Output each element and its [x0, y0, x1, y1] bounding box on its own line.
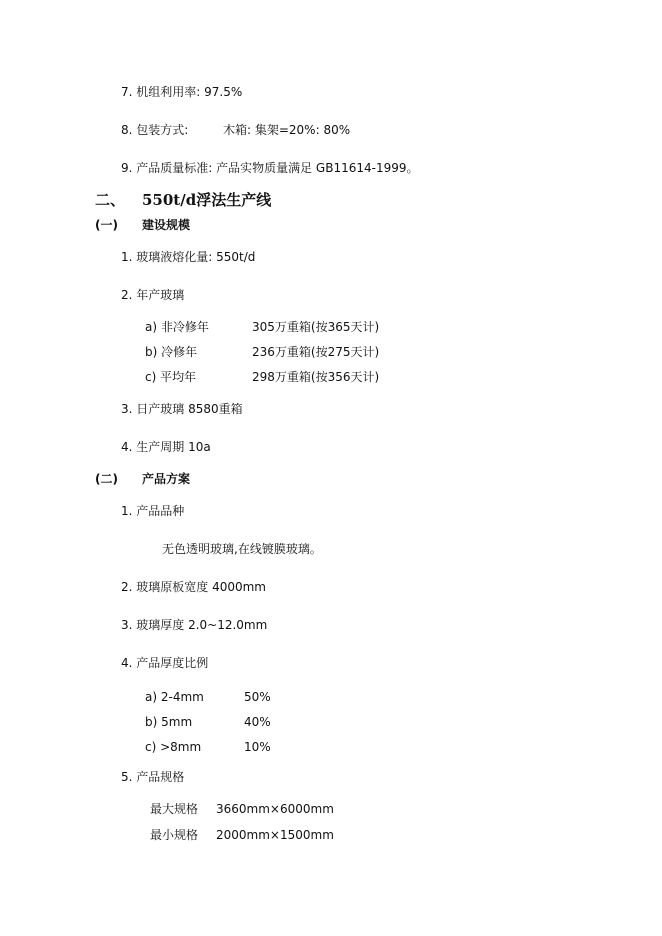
spec-row-label: 最小规格 [150, 828, 199, 842]
product-spec-label: 5. 产品规格 [121, 770, 185, 784]
spec-row-value: 3660mm×6000mm [216, 802, 334, 816]
item-8-value: 木箱: 集架=20%: 80% [223, 123, 351, 137]
subsection-2-title: 产品方案 [142, 472, 191, 486]
product-variety-label: 1. 产品品种 [121, 504, 185, 518]
section-2-title: 550t/d浮法生产线 [142, 191, 272, 209]
section-2-number: 二、 [95, 191, 126, 209]
annual-row-value: 298万重箱(按356天计) [252, 370, 380, 384]
ratio-row-value: 10% [244, 740, 271, 754]
ratio-row-label: c) >8mm [145, 740, 202, 754]
ratio-row-value: 40% [244, 715, 271, 729]
annual-row-label: c) 平均年 [145, 370, 197, 384]
ratio-row-value: 50% [244, 690, 271, 704]
annual-row-value: 305万重箱(按365天计) [252, 320, 380, 334]
melt-capacity: 1. 玻璃液熔化量: 550t/d [121, 250, 256, 264]
annual-row-value: 236万重箱(按275天计) [252, 345, 380, 359]
subsection-1-title: 建设规模 [142, 218, 191, 232]
annual-row-label: b) 冷修年 [145, 345, 198, 359]
subsection-1-number: (一) [95, 218, 118, 232]
ratio-row-label: a) 2-4mm [145, 690, 204, 704]
item-7: 7. 机组利用率: 97.5% [121, 85, 243, 99]
glass-width: 2. 玻璃原板宽度 4000mm [121, 580, 266, 594]
item-9: 9. 产品质量标准: 产品实物质量满足 GB11614-1999。 [121, 161, 419, 175]
thickness-ratio-label: 4. 产品厚度比例 [121, 656, 209, 670]
item-8-label: 8. 包装方式: [121, 123, 189, 137]
product-variety-text: 无色透明玻璃,在线镀膜玻璃。 [162, 542, 322, 556]
spec-row-label: 最大规格 [150, 802, 199, 816]
annual-output-label: 2. 年产玻璃 [121, 288, 185, 302]
subsection-2-number: (二) [95, 472, 118, 486]
glass-thickness: 3. 玻璃厚度 2.0~12.0mm [121, 618, 268, 632]
annual-row-label: a) 非冷修年 [145, 320, 209, 334]
spec-row-value: 2000mm×1500mm [216, 828, 334, 842]
daily-output: 3. 日产玻璃 8580重箱 [121, 402, 243, 416]
ratio-row-label: b) 5mm [145, 715, 193, 729]
production-cycle: 4. 生产周期 10a [121, 440, 211, 454]
